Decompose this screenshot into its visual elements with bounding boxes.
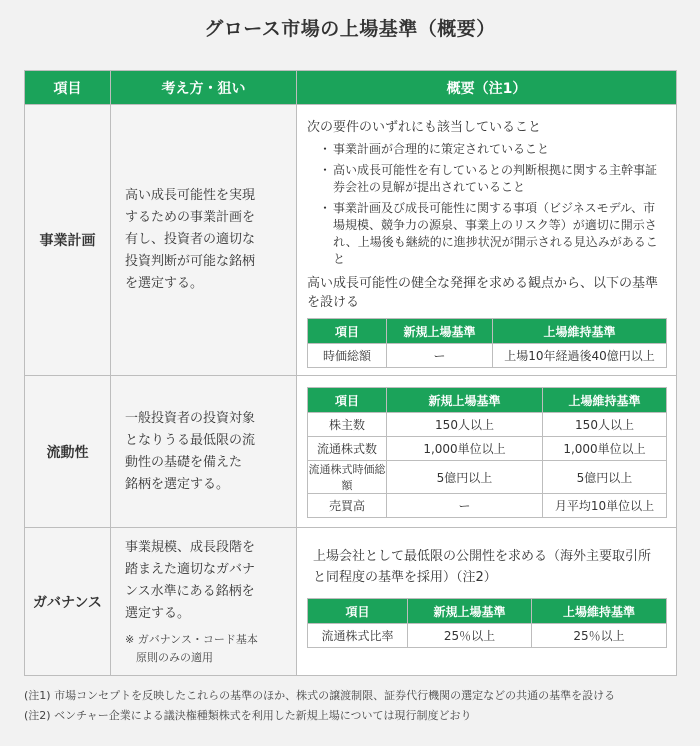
table-row [308,344,667,368]
cell: 株主数 [308,413,387,437]
liquidity-subtable [307,387,667,518]
table-row [308,413,667,437]
aim-line: 一般投資者の投資対象 [125,410,256,426]
market-cap-subtable [307,318,667,368]
aim-line: 選定する。 [125,605,191,621]
aim-line: 銘柄を選定する。 [125,476,230,492]
row-label: 事業計画 [25,105,111,376]
header-item: 項目 [25,71,111,105]
overview-cell [297,376,677,528]
row-business-plan [25,105,677,376]
note-line: ※ ガバナンス・コード基本 [125,632,258,646]
overview-cell [297,528,677,676]
cell: 25％以上 [408,624,532,648]
requirements-list [307,141,666,268]
aim-line: するための事業計画を [125,210,256,225]
governance-subtable [307,598,667,648]
cell: 流通株式数 [308,437,387,461]
table-row [308,624,667,648]
cell: 流通株式時価総額 [308,461,387,494]
cell: 時価総額 [308,344,387,368]
aim-line: となりうる最低限の流 [125,432,256,448]
row-liquidity [25,376,677,528]
aim-line: ンス水準にある銘柄を [125,583,255,599]
sub-header: 上場維持基準 [543,388,667,413]
table-row [308,461,667,494]
cell: 売買高 [308,494,387,518]
aim-line: 踏まえた適切なガバナ [125,561,256,577]
header-aim: 考え方・狙い [111,71,297,105]
cell: 25％以上 [532,624,667,648]
table-row [308,437,667,461]
page-title: グロース市場の上場基準（概要） [204,18,496,40]
sub-header: 新規上場基準 [387,319,493,344]
sub-header: 上場維持基準 [493,319,667,344]
cell: 月平均10単位以上 [543,494,667,518]
aim-cell [111,376,297,528]
sub-header: 新規上場基準 [408,599,532,624]
footnote: (注2) ベンチャー企業による議決権種類株式を利用した新規上場については現行制度どおり [24,709,472,722]
row-governance [25,528,677,676]
footnotes [24,686,684,726]
cell: ー [387,344,493,368]
sub-header: 項目 [308,319,387,344]
header-overview: 概要（注1） [297,71,677,105]
footnote: (注1) 市場コンセプトを反映したこれらの基準のほか、株式の譲渡制限、証券代行機関の選定などの共通の基準を設ける [24,689,616,702]
listing-criteria-table [24,70,677,676]
aim-line: 事業規模、成長段階を [125,539,256,555]
cell: 上場10年経過後40億円以上 [493,344,667,368]
cell: 1,000単位以上 [543,437,667,461]
cell: 1,000単位以上 [387,437,543,461]
table-row [308,494,667,518]
sub-header: 新規上場基準 [387,388,543,413]
note-line: 原則のみの適用 [125,650,213,664]
list-item: ・ 事業計画及び成長可能性に関する事項（ビジネスモデル、市場規模、競争力の源泉、事業上のリスク等）が適切に開示され、上場後も継続的に進捗状況が開示される見込みがあること [321,200,666,268]
row-label: 流動性 [25,376,111,528]
aim-line: 動性の基礎を備えた [125,454,243,470]
aim-line: を選定する。 [125,276,204,291]
cell: ー [387,494,543,518]
list-item: ・ 事業計画が合理的に策定されていること [321,141,666,158]
overview-lead-2: 高い成長可能性の健全な発揮を求める観点から、以下の基準を設ける [307,276,659,310]
aim-line: 有し、投資者の適切な [125,232,256,247]
aim-line: 投資判断が可能な銘柄 [125,254,256,269]
table-header-row [25,71,677,105]
aim-cell [111,528,297,676]
list-item: ・ 高い成長可能性を有しているとの判断根拠に関する主幹事証券会社の見解が提出されていること [321,162,666,196]
cell: 5億円以上 [387,461,543,494]
overview-lead: 上場会社として最低限の公開性を求める（海外主要取引所と同程度の基準を採用）（注2） [313,549,652,585]
cell: 流通株式比率 [308,624,408,648]
sub-header: 項目 [308,388,387,413]
aim-line: 高い成長可能性を実現 [125,188,256,203]
overview-cell [297,105,677,376]
cell: 5億円以上 [543,461,667,494]
row-label: ガバナンス [25,528,111,676]
aim-cell [111,105,297,376]
cell: 150人以上 [387,413,543,437]
overview-lead: 次の要件のいずれにも該当していること [307,120,542,135]
sub-header: 上場維持基準 [532,599,667,624]
cell: 150人以上 [543,413,667,437]
governance-code-note [125,631,286,667]
sub-header: 項目 [308,599,408,624]
